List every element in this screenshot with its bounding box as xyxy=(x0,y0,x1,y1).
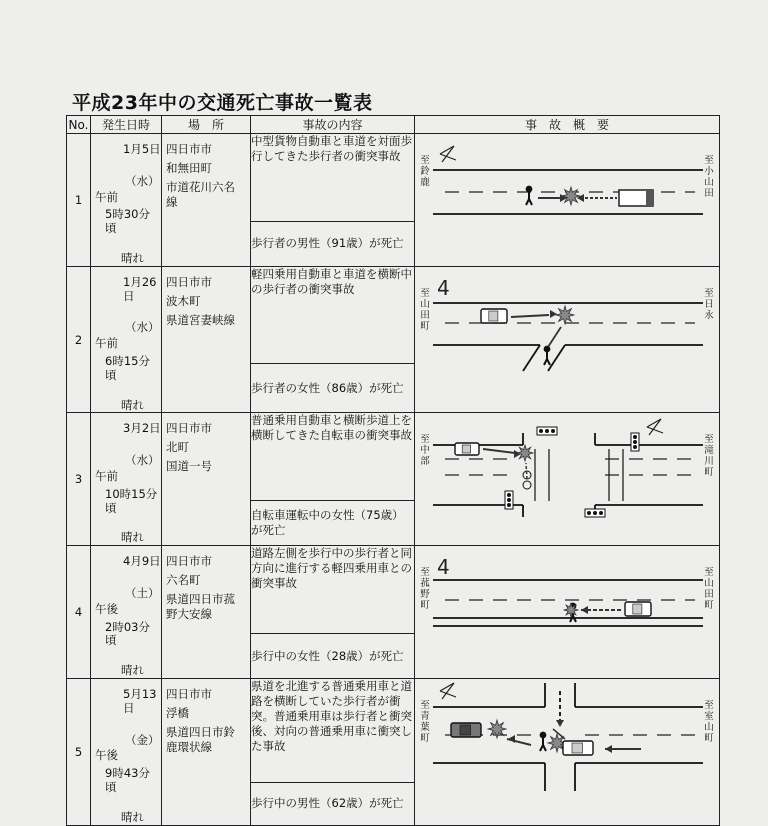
place-town: 六名町 xyxy=(166,573,201,588)
accident-diagram xyxy=(415,134,720,267)
weekday: （水） xyxy=(125,173,160,188)
time: 10時15分頃 xyxy=(105,486,158,515)
direction-char: 室 xyxy=(704,710,714,722)
place-town: 波木町 xyxy=(166,293,201,308)
time: 6時15分頃 xyxy=(105,353,150,382)
date-cell xyxy=(91,546,162,679)
place-cell xyxy=(162,134,251,267)
direction-char: 鹿 xyxy=(420,176,430,188)
direction-char: 山 xyxy=(704,578,714,590)
direction-char: 中 xyxy=(420,445,430,457)
right-direction xyxy=(703,701,715,745)
am-pm: 午前 xyxy=(95,468,118,483)
direction-char: 至 xyxy=(420,287,430,299)
direction-char: 小 xyxy=(704,165,714,177)
date-cell xyxy=(91,134,162,267)
date-cell xyxy=(91,413,162,546)
header-date: 発生日時 xyxy=(91,116,162,134)
direction-char: 野 xyxy=(420,588,430,600)
place-cell xyxy=(162,546,251,679)
accident-diagram xyxy=(415,413,720,546)
weather: 晴れ xyxy=(121,809,144,824)
time: 2時03分頃 xyxy=(105,619,150,648)
date: 1月5日 xyxy=(123,142,161,156)
place-cell xyxy=(162,266,251,413)
left-direction xyxy=(419,435,431,468)
table-row xyxy=(67,134,720,222)
am-pm: 午後 xyxy=(95,601,118,616)
row-number: 1 xyxy=(67,134,91,267)
place-city: 四日市市 xyxy=(166,274,212,289)
place-road: 県道宮妻峡線 xyxy=(166,312,235,327)
table-row xyxy=(67,266,720,363)
accident-table xyxy=(66,115,720,826)
place-town: 和無田町 xyxy=(166,160,212,175)
right-direction xyxy=(703,568,715,612)
accident-content: 普通乗用自動車と横断歩道上を横断してきた自転車の衝突事故 xyxy=(251,413,415,501)
place-town: 浮橋 xyxy=(166,705,189,720)
victim-result: 歩行者の男性（91歳）が死亡 xyxy=(251,222,415,267)
weekday: （水） xyxy=(125,320,160,335)
accident-content: 県道を北進する普通乗用車と道路を横断していた歩行者が衝突。普通乗用車は歩行者と衝突後、対向の普通乗用車に衝突した事故 xyxy=(251,678,415,782)
time: 9時43分頃 xyxy=(105,766,150,794)
victim-result: 歩行者の女性（86歳）が死亡 xyxy=(251,363,415,412)
am-pm: 午前 xyxy=(95,336,118,351)
direction-char: 町 xyxy=(420,732,430,744)
direction-char: 菰 xyxy=(420,578,430,590)
place-road: 市道花川六名線 xyxy=(166,179,235,209)
direction-char: 至 xyxy=(704,567,714,579)
header-content: 事故の内容 xyxy=(251,116,415,134)
place-road: 県道四日市鈴鹿環状線 xyxy=(166,724,235,754)
table-row xyxy=(67,413,720,501)
right-direction xyxy=(703,156,715,200)
right-direction xyxy=(703,289,715,322)
place-cell xyxy=(162,413,251,546)
svg-text:4: 4 xyxy=(437,555,450,580)
place-road: 国道一号 xyxy=(166,459,212,474)
row-number: 3 xyxy=(67,413,91,546)
diagram-drawing xyxy=(415,546,720,660)
direction-char: 田 xyxy=(704,187,714,199)
accident-content: 道路左側を歩行中の歩行者と同方向に進行する軽四乗用車との衝突事故 xyxy=(251,546,415,634)
victim-result: 歩行中の女性（28歳）が死亡 xyxy=(251,634,415,679)
accident-content: 中型貨物自動車と車道を対面歩行してきた歩行者の衝突事故 xyxy=(251,134,415,222)
direction-char: 町 xyxy=(420,599,430,611)
accident-content: 軽四乗用自動車と車道を横断中の歩行者の衝突事故 xyxy=(251,266,415,363)
direction-char: 永 xyxy=(704,309,714,321)
victim-result: 歩行中の男性（62歳）が死亡 xyxy=(251,782,415,825)
diagram-drawing xyxy=(415,267,720,381)
accident-diagram xyxy=(415,678,720,825)
direction-char: 部 xyxy=(420,456,430,468)
row-number: 5 xyxy=(67,678,91,825)
am-pm: 午前 xyxy=(95,189,118,204)
date-cell xyxy=(91,266,162,413)
direction-char: 山 xyxy=(704,721,714,733)
header-place: 場 所 xyxy=(162,116,251,134)
svg-text:4: 4 xyxy=(437,275,450,300)
direction-char: 至 xyxy=(704,699,714,711)
row-number: 4 xyxy=(67,546,91,679)
direction-char: 町 xyxy=(704,467,714,479)
victim-result: 自転車運転中の女性（75歳）が死亡 xyxy=(251,501,415,546)
date: 1月26日 xyxy=(123,274,157,303)
direction-char: 至 xyxy=(704,434,714,446)
date: 4月9日 xyxy=(123,554,161,569)
weekday: （金） xyxy=(125,732,160,747)
direction-char: 日 xyxy=(704,298,714,310)
left-direction xyxy=(419,289,431,333)
date: 5月13日 xyxy=(123,686,157,715)
place-road: 県道四日市菰野大安線 xyxy=(166,592,235,621)
diagram-drawing xyxy=(415,134,720,248)
accident-diagram xyxy=(415,266,720,413)
direction-char: 山 xyxy=(704,176,714,188)
page-title: 平成23年中の交通死亡事故一覧表 xyxy=(72,92,373,114)
accident-diagram xyxy=(415,546,720,679)
date: 3月2日 xyxy=(123,421,161,436)
diagram-drawing xyxy=(415,413,720,527)
weather: 晴れ xyxy=(121,663,144,678)
direction-char: 町 xyxy=(420,320,430,332)
direction-char: 葉 xyxy=(420,721,430,733)
direction-char: 町 xyxy=(704,599,714,611)
place-city: 四日市市 xyxy=(166,421,212,436)
direction-char: 川 xyxy=(704,456,714,468)
left-direction xyxy=(419,701,431,745)
direction-char: 滝 xyxy=(704,445,714,457)
direction-char: 至 xyxy=(420,699,430,711)
direction-char: 青 xyxy=(420,710,430,722)
am-pm: 午後 xyxy=(95,748,118,763)
direction-char: 至 xyxy=(704,287,714,299)
right-direction xyxy=(703,435,715,479)
direction-char: 鈴 xyxy=(420,165,430,177)
row-number: 2 xyxy=(67,266,91,413)
table-row xyxy=(67,546,720,634)
date-cell xyxy=(91,678,162,825)
place-city: 四日市市 xyxy=(166,142,212,156)
place-cell xyxy=(162,678,251,825)
direction-char: 田 xyxy=(704,588,714,600)
place-city: 四日市市 xyxy=(166,554,212,569)
left-direction xyxy=(419,156,431,189)
table-row xyxy=(67,678,720,782)
header-summary: 事 故 概 要 xyxy=(415,116,720,134)
weekday: （水） xyxy=(125,453,160,468)
left-direction xyxy=(419,568,431,612)
direction-char: 至 xyxy=(420,155,430,166)
place-city: 四日市市 xyxy=(166,686,212,701)
weekday: （土） xyxy=(125,585,160,600)
time: 5時30分頃 xyxy=(105,207,150,236)
weather: 晴れ xyxy=(121,397,144,412)
header-no: No. xyxy=(67,116,91,134)
header-row xyxy=(67,116,720,134)
direction-char: 田 xyxy=(420,309,430,321)
direction-char: 山 xyxy=(420,298,430,310)
place-town: 北町 xyxy=(166,440,189,455)
direction-char: 至 xyxy=(420,567,430,579)
direction-char: 町 xyxy=(704,732,714,744)
weather: 晴れ xyxy=(121,250,144,265)
weather: 晴れ xyxy=(121,530,144,545)
direction-char: 至 xyxy=(704,155,714,166)
direction-char: 至 xyxy=(420,434,430,446)
